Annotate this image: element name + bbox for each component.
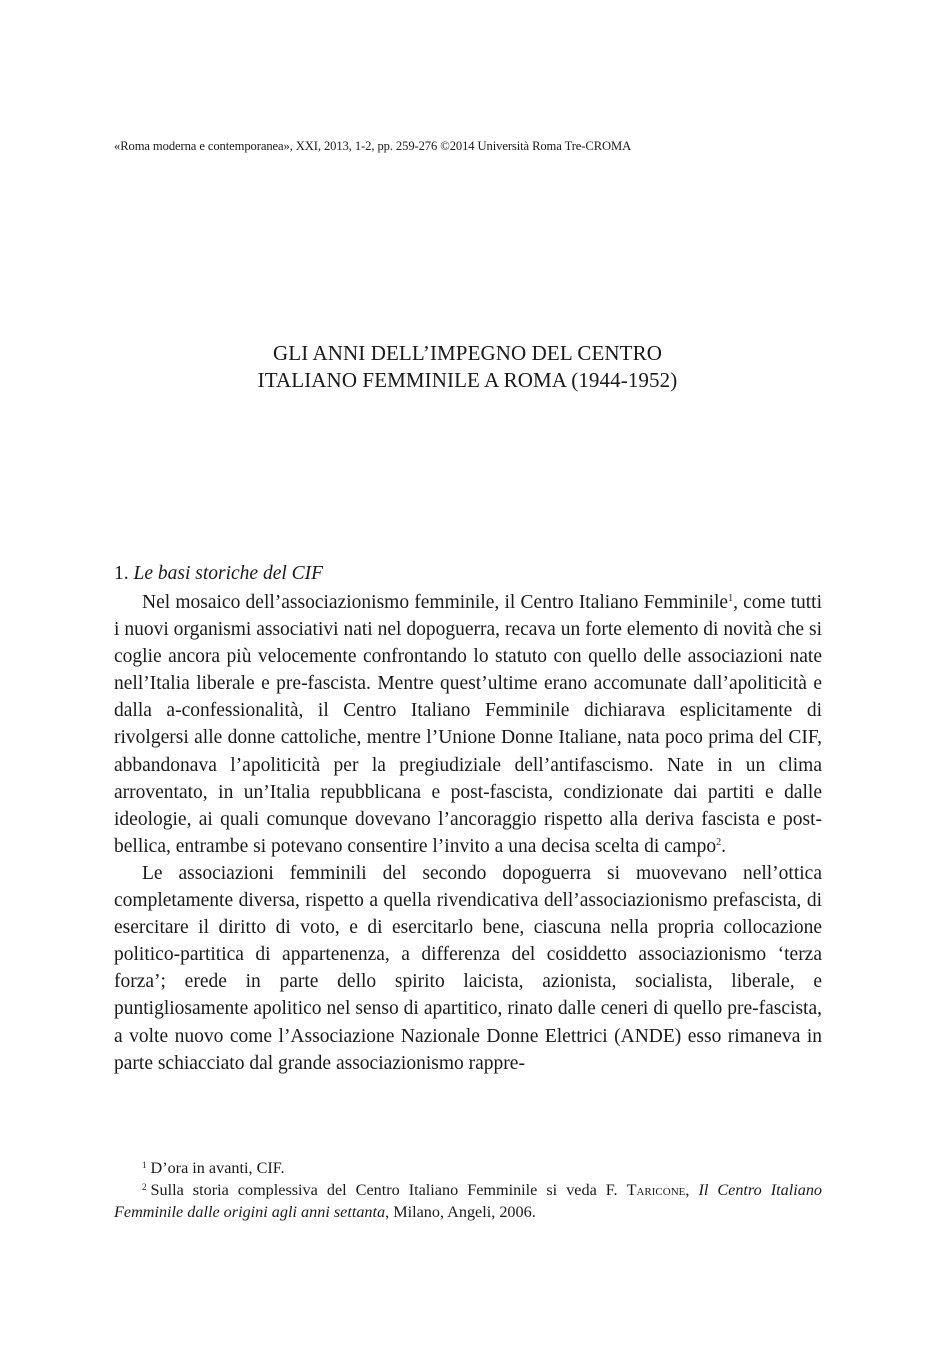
paragraph-1-text-a: Nel mosaico dell’associazionismo femminile, il Centro Italiano Femminile [142,592,729,613]
footnote-2-mark: 2 [142,1182,147,1192]
journal-citation-header: «Roma moderna e contemporanea», XXI, 2013, 1-2, pp. 259-276 ©2014 Università Roma Tre-CROMA [114,139,632,153]
paragraph-2: Le associazioni femminili del secondo dopoguerra si muovevano nell’ottica completamente diversa, rispetto a quella rivendicativa dell’associazionismo prefascista, di esercitare il diritto di voto, e di esercitarlo bene, ciascuna nella propria collocazione politico-partitica di appartenenza, a differenza del cosiddetto associazionismo ‘terza forza’; erede in parte dello spirito laicista, azionista, socialista, liberale, e puntigliosamente apolitico nel senso di apartitico, rinato dalle ceneri di quello pre-fascista, a volte nuovo come l’Associazione Nazionale Donne Elettrici (ANDE) esso rimaneva in parte schiacciato dal grande associazionismo rappre- [114,862,822,1074]
footnote-1-text: D’ora in avanti, CIF. [150,1159,285,1177]
footnote-2-text: Sulla storia complessiva del Centro Italiano Femminile si veda F. [150,1181,627,1199]
footnote-1-mark: 1 [142,1160,147,1170]
footnote-2-author: Taricone [626,1181,686,1199]
paragraph-1-text-c: . [721,835,726,857]
footnote-2-separator: , [685,1181,699,1199]
section-number: 1. [114,563,129,584]
article-title-line-1: GLI ANNI DELL’IMPEGNO DEL CENTRO [273,341,662,365]
footnote-1 [114,1157,822,1179]
paragraph-1 [114,589,822,860]
article-title-line-2: ITALIANO FEMMINILE A ROMA (1944-1952) [257,368,678,392]
paragraph-1-text-b: , come tutti i nuovi organismi associativi nati nel dopoguerra, recava un forte elemento di novità che si coglie ancora più velocemente confrontando lo statuto con quello delle associazioni nate nell’Italia liberale e pre-fascista. Mentre quest’ultime erano accomunate dall’apoliticità e dalla a-confessionalità, il Centro Italiano Femminile dichiarava esplicitamente di rivolgersi alle donne cattoliche, mentre l’Unione Donne Italiane, nata poco prima del CIF, abbandonava l’apoliticità per la pregiudiziale dell’antifascismo. Nate in un clima arroventato, in un’Italia repubblicana e post-fascista, condizionate dai partiti e dalle ideologie, ai quali comunque dovevano l’ancoraggio rispetto alla deriva fascista e post-bellica, entrambe si potevano consentire l’invito a una decisa scelta di campo [114,592,823,857]
section-title: Le basi storiche del CIF [133,563,324,584]
section-heading [114,563,323,585]
footnote-2-publisher: , Milano, Angeli, 2006. [385,1203,536,1221]
footnote-ref-1[interactable]: 1 [728,593,734,604]
footnote-ref-2[interactable]: 2 [716,836,722,848]
footnote-2-book-title: Il Centro Italiano Femminile dalle origini agli anni settanta [114,1181,823,1221]
body-text [114,589,822,1077]
footnote-2 [114,1179,822,1223]
